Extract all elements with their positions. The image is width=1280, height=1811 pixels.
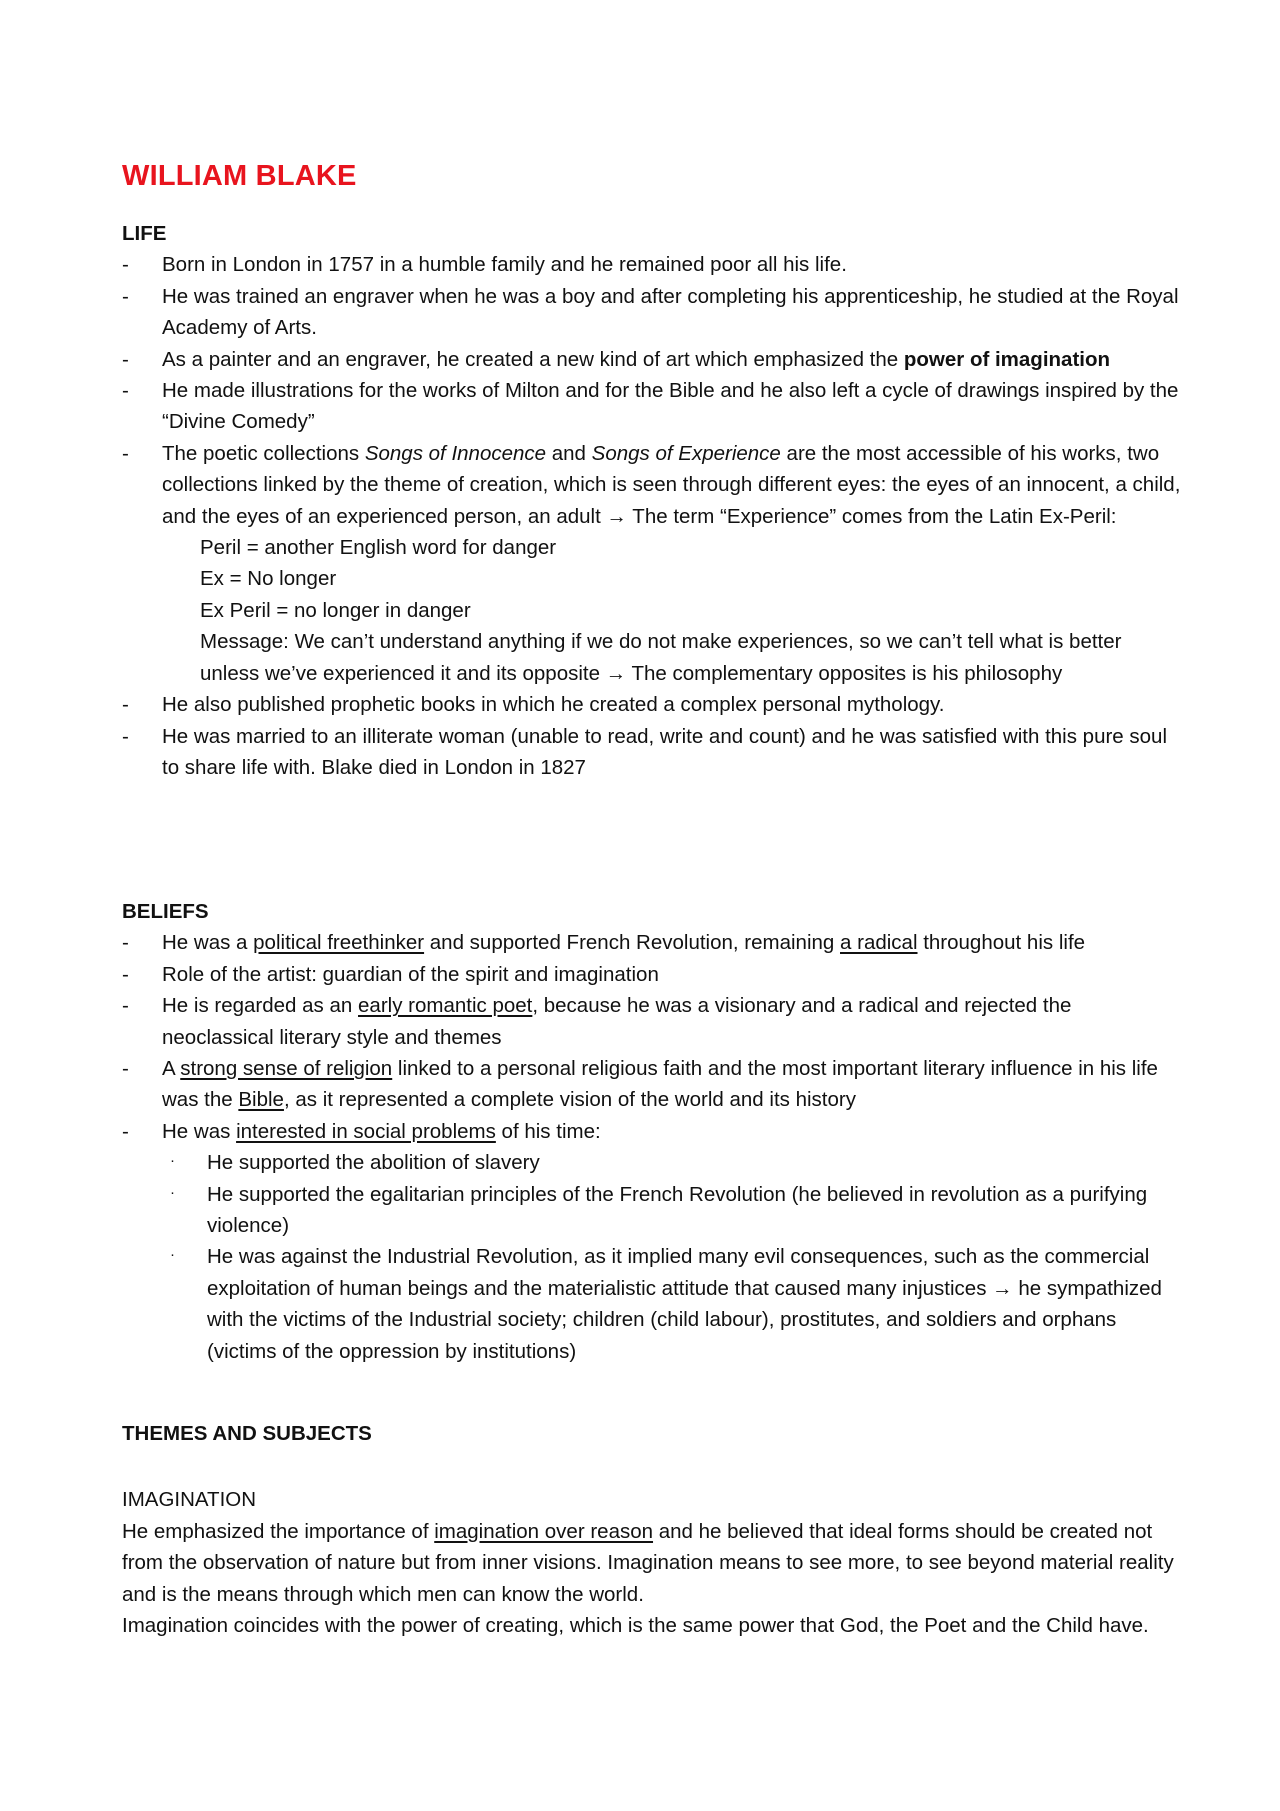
beliefs-heading: BELIEFS [122,900,209,923]
dot-marker: · [170,1183,175,1201]
beliefs-bullet-4: - A strong sense of religion linked to a personal religious faith and the most important literary influence in his life was the Bible, as it represented a complete vision of the world and its history [122,1053,1182,1116]
dash-marker: - [122,347,129,371]
indented-line-1: Peril = another English word for danger [200,536,557,560]
life-bullet-1: - Born in London in 1757 in a humble family and he remained poor all his life. [122,249,1182,280]
life-bullet-4: - He made illustrations for the works of Milton and for the Bible and he also left a cycle of drawings inspired by the “Divine Comedy” [122,375,1182,438]
imagination-paragraph-1: He emphasized the importance of imagination over reason and he believed that ideal forms should be created not from the observation of nature but from inner visions. Imagination means to see more, to see beyond material reality and is the means through which men can know the world. [122,1519,1174,1606]
dash-marker: - [122,1057,129,1081]
beliefs-bullet-3: - He is regarded as an early romantic poet, because he was a visionary and a radical and rejected the neoclassical literary style and themes [122,990,1182,1053]
dot-marker: · [170,1152,175,1170]
dash-marker: - [122,253,129,277]
dash-marker: - [122,693,129,717]
life-bullet-5: - The poetic collections Songs of Innocence and Songs of Experience are the most accessible of his works, two collections linked by the theme of creation, which is seen through different eyes: the eyes of an innocent, a child, and the eyes of an experienced person, an adult → The term “Experience” comes from the Latin Ex-Peril: [122,438,1182,532]
dash-marker: - [122,441,129,465]
beliefs-bullet-2: - Role of the artist: guardian of the spirit and imagination [122,959,1182,990]
dash-marker: - [122,931,129,955]
beliefs-subbullet-1: · He supported the abolition of slavery [122,1147,1182,1178]
arrow-right-icon: → [606,504,627,528]
life-heading: LIFE [122,222,167,245]
document-title: WILLIAM BLAKE [122,160,357,192]
life-bullet-7: - He was married to an illiterate woman (unable to read, write and count) and he was satisfied with this pure soul to share life with. Blake died in London in 1827 [122,721,1182,784]
spacer [122,1449,1182,1484]
beliefs-bullet-5: - He was interested in social problems of his time: [122,1116,1182,1147]
indented-line-2: Ex = No longer [200,567,337,591]
life-bullet-3: - As a painter and an engraver, he created a new kind of art which emphasized the power of imagination [122,344,1182,375]
beliefs-subbullet-3: · He was against the Industrial Revolution, as it implied many evil consequences, such as the commercial exploitation of human beings and the materialistic attitude that caused many injustices → he sympathized with the victims of the Industrial society; children (child labour), prostitutes, and soldiers and orphans (victims of the oppression by institutions) [122,1241,1182,1367]
dash-marker: - [122,1119,129,1143]
indented-line-4: Message: We can’t understand anything if we do not make experiences, so we can’t tell what is better unless we’ve experienced it and its opposite → The complementary opposites is his philosophy [200,630,1122,685]
arrow-right-icon: → [992,1276,1013,1300]
imagination-subheading: IMAGINATION [122,1488,257,1512]
dot-marker: · [170,1246,175,1264]
beliefs-bullet-1: - He was a political freethinker and supported French Revolution, remaining a radical throughout his life [122,927,1182,958]
dash-marker: - [122,284,129,308]
beliefs-subbullet-2: · He supported the egalitarian principles of the French Revolution (he believed in revolution as a purifying violence) [122,1179,1182,1242]
life-bullet-6: - He also published prophetic books in which he created a complex personal mythology. [122,689,1182,720]
dash-marker: - [122,724,129,748]
dash-marker: - [122,994,129,1018]
beliefs-section [122,896,1182,1367]
themes-section [122,1418,1182,1641]
life-bullet-2: - He was trained an engraver when he was a boy and after completing his apprenticeship, he studied at the Royal Academy of Arts. [122,281,1182,344]
indented-line-3: Ex Peril = no longer in danger [200,598,471,622]
life-section [122,218,1182,783]
imagination-paragraph-2: Imagination coincides with the power of creating, which is the same power that God, the Poet and the Child have. [122,1614,1149,1638]
dash-marker: - [122,379,129,403]
themes-heading: THEMES AND SUBJECTS [122,1422,372,1445]
arrow-right-icon: → [605,661,627,685]
dash-marker: - [122,962,129,986]
